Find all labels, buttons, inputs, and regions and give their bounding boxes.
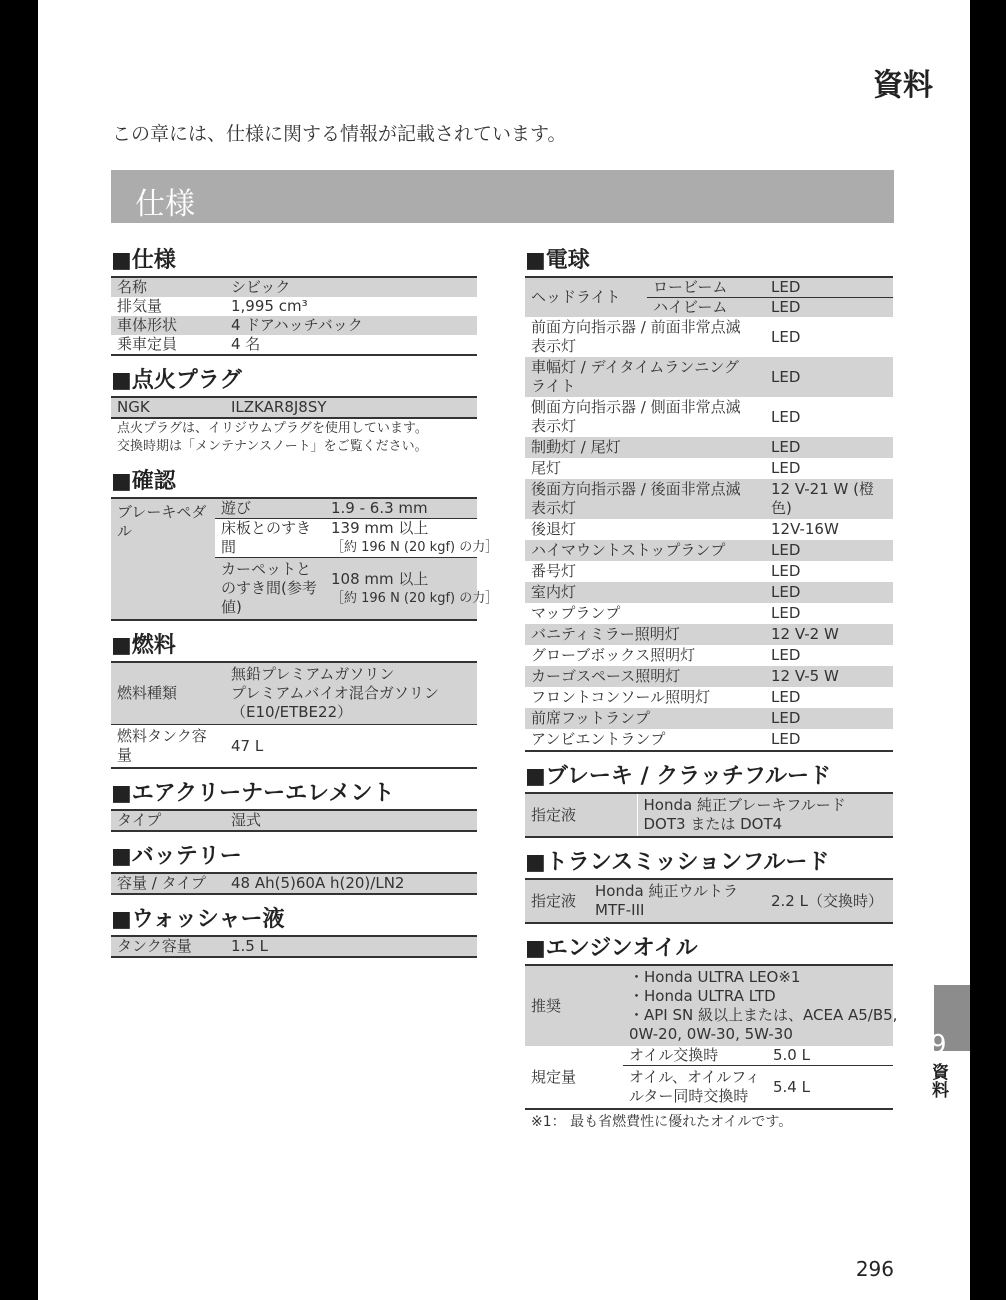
bulbs-section: [525, 246, 893, 752]
table-row: 前面方向指示器 / 前面非常点滅表示灯 LED: [531, 318, 801, 355]
trans-fluid-section: [525, 848, 893, 924]
table-row: 指定液 Honda 純正ブレーキフルード DOT3 または DOT4: [525, 793, 893, 837]
chapter-tab-label: 資料: [932, 1063, 949, 1101]
brake-fluid-heading: ■ブレーキ / クラッチフルード: [525, 764, 831, 789]
battery-table: [111, 872, 477, 895]
banner-title: 仕様: [135, 187, 195, 222]
table-row: 室内灯 LED: [525, 582, 893, 603]
trans-fluid-heading: ■トランスミッションフルード: [525, 850, 830, 875]
air-section: [111, 779, 477, 832]
page-number: 296: [855, 1257, 894, 1281]
table-row: 燃料タンク容量 47 L: [117, 727, 264, 764]
battery-heading: ■バッテリー: [111, 844, 242, 869]
brake-fluid-table: [525, 792, 893, 838]
confirm-heading: ■確認: [111, 469, 176, 494]
table-row: 側面方向指示器 / 側面非常点滅表示灯 LED: [531, 398, 801, 435]
table-row: タイプ 湿式: [111, 810, 477, 831]
manual-page: [38, 0, 970, 1300]
washer-table: [111, 935, 477, 958]
page-title: 資料: [873, 68, 933, 103]
fuel-section: [111, 631, 477, 769]
table-row: カーゴスペース照明灯 12 V-5 W: [525, 666, 893, 687]
right-column: [525, 246, 898, 1142]
table-row: 制動灯 / 尾灯 LED: [525, 437, 893, 458]
plug-note-1: 点火プラグは、イリジウムプラグを使用しています。: [117, 421, 428, 436]
table-row: ハイマウントストップランプ LED: [525, 540, 893, 561]
table-row: 指定液 Honda 純正ウルトラ MTF-III 2.2 L（交換時）: [525, 879, 893, 923]
table-row: バニティミラー照明灯 12 V-2 W: [525, 624, 893, 645]
table-row: 番号灯 LED: [531, 562, 801, 580]
table-row: NGK ILZKAR8J8SY: [111, 397, 477, 418]
spec-heading: ■仕様: [111, 248, 176, 273]
table-row: ヘッドライト ロービーム LED: [525, 277, 893, 298]
table-row: ブレーキペダル 遊び 1.9 - 6.3 mm: [111, 498, 477, 519]
table-row: 推奨 ・Honda ULTRA LEO※1 ・Honda ULTRA LTD ・API SN 級以上または、ACEA A5/B5, 0W-20, 0W-30, 5W-30: [525, 965, 893, 1046]
left-column: [111, 246, 499, 968]
table-row: アンビエントランプ LED: [531, 730, 801, 748]
table-row: 車体形状 4 ドアハッチバック: [111, 316, 477, 335]
spec-table: [111, 276, 477, 356]
plug-heading: ■点火プラグ: [111, 368, 242, 393]
chapter-tab-number: 9: [930, 1030, 947, 1060]
spec-section: [111, 246, 477, 356]
table-row: グローブボックス照明灯 LED: [531, 646, 801, 664]
table-row: フロントコンソール照明灯 LED: [531, 688, 801, 706]
plug-note-2: 交換時期は「メンテナンスノート」をご覧ください。: [117, 439, 428, 454]
table-row: 名称 シビック: [111, 277, 477, 297]
table-row: オイル、オイルフィルター同時交換時 5.4 L: [629, 1068, 810, 1105]
bulbs-heading: ■電球: [525, 248, 590, 273]
chapter-intro: この章には、仕様に関する情報が記載されています。: [112, 123, 567, 145]
section-banner: [111, 170, 894, 223]
table-row: 燃料種類 無鉛プレミアムガソリン プレミアムバイオ混合ガソリン （E10/ETBE22）: [111, 662, 477, 725]
air-heading: ■エアクリーナーエレメント: [111, 781, 395, 806]
table-row: 規定量 オイル交換時 5.0 L: [525, 1046, 893, 1066]
plug-section: [111, 366, 477, 457]
table-row: 床板とのすき間 139 mm 以上 ［約 196 N (20 kgf) の力］: [111, 519, 477, 558]
engine-oil-footnote: ※1： 最も省燃費性に優れたオイルです。: [531, 1114, 793, 1130]
table-row: 尾灯 LED: [531, 459, 801, 477]
confirm-section: [111, 467, 499, 621]
table-row: 車幅灯 / デイタイムランニングライト LED: [525, 357, 893, 397]
table-row: ハイビーム LED: [525, 298, 893, 318]
engine-oil-heading: ■エンジンオイル: [525, 936, 698, 961]
table-row: カーペットとのすき間(参考値) 108 mm 以上 ［約 196 N (20 kgf) の力］: [111, 558, 477, 621]
engine-oil-table: [525, 964, 898, 1110]
plug-table: [111, 396, 477, 419]
table-row: マップランプ LED: [531, 604, 801, 622]
table-row: 後退灯 12V-16W: [531, 520, 839, 538]
confirm-table: [111, 497, 499, 621]
battery-section: [111, 842, 477, 895]
washer-section: [111, 905, 477, 958]
table-row: 後面方向指示器 / 後面非常点滅表示灯 12 V-21 W (橙色): [525, 479, 893, 519]
air-table: [111, 809, 477, 832]
trans-fluid-table: [525, 878, 893, 924]
brake-fluid-section: [525, 762, 893, 838]
bulbs-table: [525, 276, 893, 752]
fuel-heading: ■燃料: [111, 633, 176, 658]
washer-heading: ■ウォッシャー液: [111, 907, 285, 932]
table-row: 排気量 1,995 cm³: [117, 297, 308, 315]
table-row: 乗車定員 4 名: [117, 335, 261, 353]
table-row: タンク容量 1.5 L: [111, 936, 477, 957]
table-row: 容量 / タイプ 48 Ah(5)60A h(20)/LN2: [111, 873, 477, 894]
table-row: 前席フットランプ LED: [525, 708, 893, 729]
engine-oil-section: [525, 934, 898, 1132]
fuel-table: [111, 661, 477, 769]
